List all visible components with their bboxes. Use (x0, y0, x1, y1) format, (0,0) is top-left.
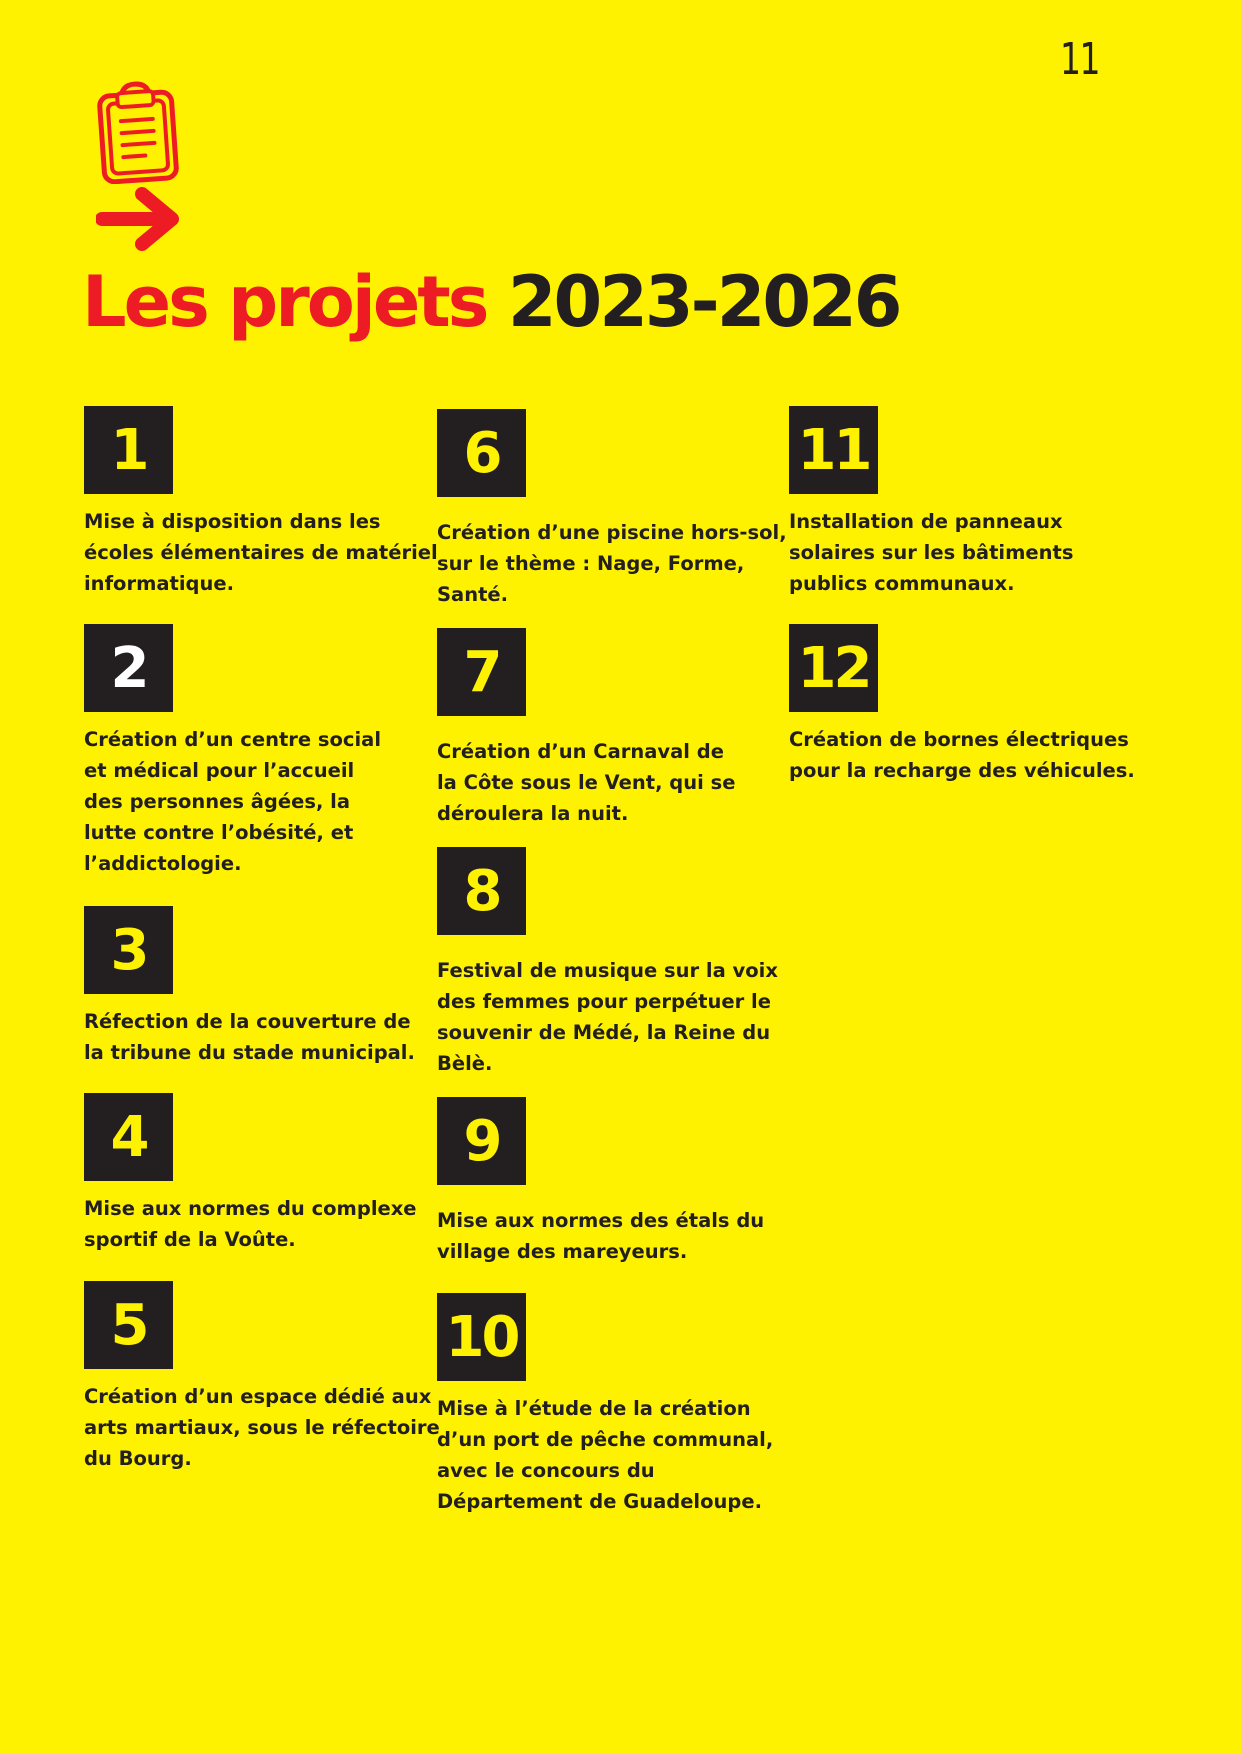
description-line: informatique. (84, 572, 235, 595)
description-line: Santé. (437, 583, 509, 606)
project-10 (437, 1293, 777, 1517)
description-line: souvenir de Médé, la Reine du (437, 1021, 771, 1044)
description-line: Réfection de la couverture de (84, 1010, 411, 1033)
description-line: Mise à disposition dans les (84, 510, 381, 533)
project-description (437, 517, 787, 610)
project-8 (437, 847, 777, 1079)
project-2 (84, 624, 424, 879)
project-6 (437, 409, 787, 610)
description-line: pour la recharge des véhicules. (789, 759, 1135, 782)
page-heading (82, 262, 900, 342)
project-description (84, 1006, 424, 1068)
project-description (84, 1381, 440, 1474)
description-line: Création de bornes électriques (789, 728, 1129, 751)
project-9 (437, 1097, 777, 1267)
project-number-badge: 4 (84, 1093, 173, 1181)
description-line: sportif de la Voûte. (84, 1228, 296, 1251)
project-12 (789, 624, 1135, 786)
page-number: 11 (1060, 34, 1099, 85)
description-line: l’addictologie. (84, 852, 242, 875)
project-11 (789, 406, 1129, 599)
description-line: la Côte sous le Vent, qui se (437, 771, 736, 794)
project-number-badge: 2 (84, 624, 173, 712)
project-number-badge: 10 (437, 1293, 526, 1381)
description-line: et médical pour l’accueil (84, 759, 355, 782)
description-line: des femmes pour perpétuer le (437, 990, 771, 1013)
description-line: Mise à l’étude de la création (437, 1397, 751, 1420)
description-line: Département de Guadeloupe. (437, 1490, 762, 1513)
project-description (789, 506, 1129, 599)
project-description (437, 1205, 777, 1267)
arrow-right-icon (96, 186, 186, 252)
description-line: la tribune du stade municipal. (84, 1041, 415, 1064)
description-line: déroulera la nuit. (437, 802, 629, 825)
description-line: Mise aux normes des étals du (437, 1209, 765, 1232)
description-line: village des mareyeurs. (437, 1240, 688, 1263)
project-3 (84, 906, 424, 1068)
project-description (437, 1393, 777, 1517)
description-line: publics communaux. (789, 572, 1015, 595)
project-1 (84, 406, 438, 599)
description-line: d’un port de pêche communal, (437, 1428, 774, 1451)
description-line: arts martiaux, sous le réfectoire (84, 1416, 440, 1439)
project-7 (437, 628, 777, 829)
description-line: Installation de panneaux (789, 510, 1063, 533)
project-5 (84, 1281, 440, 1474)
project-number-badge: 8 (437, 847, 526, 935)
project-number-badge: 9 (437, 1097, 526, 1185)
description-line: Création d’un centre social (84, 728, 382, 751)
description-line: des personnes âgées, la (84, 790, 350, 813)
clipboard-icon (96, 80, 180, 184)
description-line: Création d’un espace dédié aux (84, 1385, 432, 1408)
description-line: lutte contre l’obésité, et (84, 821, 354, 844)
description-line: sur le thème : Nage, Forme, (437, 552, 745, 575)
description-line: Création d’une piscine hors-sol, (437, 521, 787, 544)
project-number-badge: 12 (789, 624, 878, 712)
heading-part-1: Les projets (82, 261, 487, 343)
project-number-badge: 1 (84, 406, 173, 494)
description-line: Festival de musique sur la voix (437, 959, 778, 982)
project-description (84, 506, 438, 599)
heading-part-2: 2023-2026 (507, 261, 900, 343)
description-line: écoles élémentaires de matériel (84, 541, 438, 564)
description-line: Bèlè. (437, 1052, 493, 1075)
description-line: Mise aux normes du complexe (84, 1197, 417, 1220)
project-number-badge: 3 (84, 906, 173, 994)
project-description (437, 736, 777, 829)
description-line: Création d’un Carnaval de (437, 740, 724, 763)
project-4 (84, 1093, 424, 1255)
project-number-badge: 7 (437, 628, 526, 716)
project-description (789, 724, 1135, 786)
project-number-badge: 6 (437, 409, 526, 497)
description-line: avec le concours du (437, 1459, 655, 1482)
project-description (84, 724, 424, 879)
project-description (84, 1193, 424, 1255)
description-line: solaires sur les bâtiments (789, 541, 1074, 564)
project-number-badge: 5 (84, 1281, 173, 1369)
project-description (437, 955, 777, 1079)
description-line: du Bourg. (84, 1447, 192, 1470)
project-number-badge: 11 (789, 406, 878, 494)
